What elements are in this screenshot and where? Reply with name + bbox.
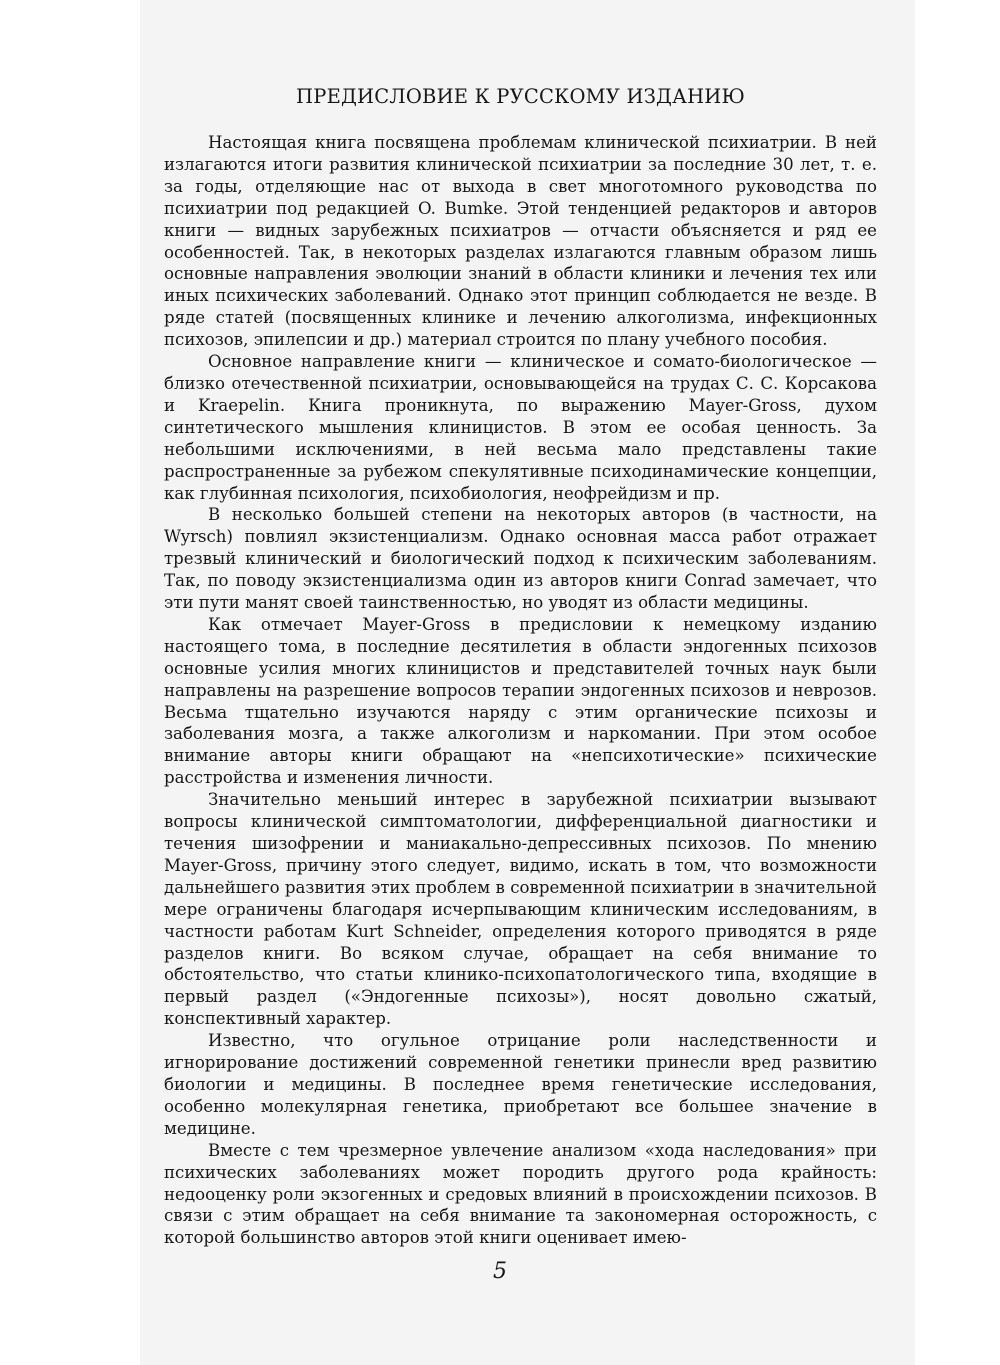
paragraph-4: Как отмечает Mayer-Gross в предисловии к немецкому изданию настоящего тома, в последние десятилетия в области эндогенных психозов основные усилия многих клиницистов и представителей точных наук были направлены на разрешение вопросов терапии эндогенных психозов и неврозов. Весьма тщательно изучаются наряду с этим органические психозы и заболевания мозга, а также алкоголизм и наркомании. При этом особое внимание авторы книги обращают на «непсихотические» психические расстройства и изменения личности. xyxy=(164,614,877,788)
paragraph-5: Значительно меньший интерес в зарубежной психиатрии вызывают вопросы клинической симптоматологии, дифференциальной диагностики и течения шизофрении и маниакально-депрессивных психозов. По мнению Mayer-Gross, причину этого следует, видимо, искать в том, что возможности дальнейшего развития этих проблем в современной психиатрии в значительной мере ограничены благодаря исчерпывающим клиническим исследованиям, в частности работам Kurt Schneider, определения которого приводятся в ряде разделов книги. Во всяком случае, обращает на себя внимание то обстоятельство, что статьи клинико-психопатологического типа, входящие в первый раздел («Эндогенные психозы»), носят довольно сжатый, конспективный характер. xyxy=(164,790,877,1029)
document-page xyxy=(164,84,877,1249)
page-title: ПРЕДИСЛОВИЕ К РУССКОМУ ИЗДАНИЮ xyxy=(296,85,745,108)
paragraph-2: Основное направление книги — клиническое и сомато-биологическое — близко отечественной психиатрии, основывающейся на трудах С. С. Корсакова и Kraepelin. Книга проникнута, по выражению Mayer-Gross, духом синтетического мышления клиницистов. В этом ее особая ценность. За небольшими исключениями, в ней весьма мало представлены такие распространенные за рубежом спекулятивные психодинамические концепции, как глубинная психология, психобиология, неофрейдизм и пр. xyxy=(164,352,877,503)
paragraph-1: Настоящая книга посвящена проблемам клинической психиатрии. В ней излагаются итоги развития клинической психиатрии за последние 30 лет, т. е. за годы, отделяющие нас от выхода в свет многотомного руководства по психиатрии под редакцией O. Bumke. Этой тенденцией редакторов и авторов книги — видных зарубежных психиатров — отчасти объясняется и ряд ее особенностей. Так, в некоторых разделах излагаются главным образом лишь основные направления эволюции знаний в области клиники и лечения тех или иных психических заболеваний. Однако этот принцип соблюдается не везде. В ряде статей (посвященных клинике и лечению алкоголизма, инфекционных психозов, эпилепсии и др.) материал строится по плану учебного пособия. xyxy=(164,133,877,350)
page-number: 5 xyxy=(493,1259,507,1284)
document-body xyxy=(164,132,877,1249)
paragraph-6: Известно, что огульное отрицание роли наследственности и игнорирование достижений современной генетики принесли вред развитию биологии и медицины. В последнее время генетические исследования, особенно молекулярная генетика, приобретают все большее значение в медицине. xyxy=(164,1031,877,1138)
paragraph-3: В несколько большей степени на некоторых авторов (в частности, на Wyrsch) повлиял экзистенциализм. Однако основная масса работ отражает трезвый клинический и биологический подход к психическим заболеваниям. Так, по поводу экзистенциализма один из авторов книги Conrad замечает, что эти пути манят своей таинственностью, но уводят из области медицины. xyxy=(164,505,877,613)
paragraph-7: Вместе с тем чрезмерное увлечение анализом «хода наследования» при психических заболеваниях может породить другого рода крайность: недооценку роли экзогенных и средовых влияний в происхождении психозов. В связи с этим обращает на себя внимание та закономерная осторожность, с которой большинство авторов этой книги оценивает имею- xyxy=(164,1140,877,1248)
